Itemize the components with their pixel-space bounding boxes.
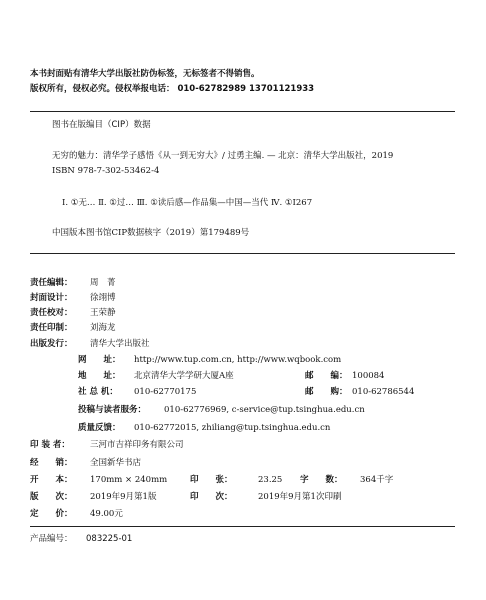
quality-feedback-value: 010-62772015, zhiliang@tup.tsinghua.edu.cn: [134, 423, 331, 433]
sheets-value: 23.25: [258, 475, 283, 485]
cip-isbn: ISBN 978-7-302-53462-4: [52, 166, 160, 176]
price-value: 49.00元: [90, 509, 123, 519]
printer-label: 印 装 者：: [30, 440, 70, 450]
top-divider: [30, 111, 455, 112]
zip-label: 邮 编：: [305, 371, 348, 381]
submission-label: 投稿与读者服务：: [78, 405, 147, 415]
word-count-label: 字 数：: [300, 475, 343, 485]
credit-label: 责任印制：: [30, 323, 73, 333]
product-code-value: 083225-01: [86, 534, 133, 544]
printer-value: 三河市吉祥印务有限公司: [90, 440, 184, 450]
credit-value: 徐翊博: [90, 293, 116, 303]
edition-label: 版 次：: [30, 492, 73, 502]
cip-title-line: 无穷的魅力：清华学子感悟《从一到无穷大》/ 过勇主编. — 北京：清华大学出版社，2019: [52, 151, 394, 161]
submission-value: 010-62776969, c-service@tup.tsinghua.edu.cn: [164, 405, 365, 415]
format-label: 开 本：: [30, 475, 73, 485]
word-count-value: 364千字: [360, 475, 394, 485]
middle-divider: [30, 253, 455, 254]
distributor-value: 全国新华书店: [90, 458, 142, 468]
copyright-notice: 版权所有，侵权必究。侵权举报电话： 010-62782989 13701121933: [30, 84, 315, 94]
credit-label: 封面设计：: [30, 293, 73, 303]
edition-value: 2019年9月第1版: [90, 492, 157, 502]
quality-feedback-label: 质量反馈：: [78, 423, 121, 433]
mail-order-label: 邮 购：: [305, 387, 348, 397]
anti-counterfeit-notice: 本书封面贴有清华大学出版社防伪标签，无标签者不得销售。: [30, 69, 260, 79]
website-label: 网 址：: [78, 355, 121, 365]
mail-order-value: 010-62786544: [352, 387, 415, 397]
credit-value: 刘海龙: [90, 323, 116, 333]
address-value: 北京清华大学学研大厦A座: [134, 371, 234, 381]
credit-label: 责任校对：: [30, 308, 73, 318]
price-label: 定 价：: [30, 509, 73, 519]
bottom-divider: [30, 526, 455, 527]
product-code-label: 产品编号：: [30, 534, 73, 544]
distributor-label: 经 销：: [30, 458, 73, 468]
credit-value: 王荣静: [90, 308, 116, 318]
cip-heading: 图书在版编目（CIP）数据: [52, 120, 151, 130]
sheets-label: 印 张：: [190, 475, 233, 485]
cip-classification: Ⅰ. ①无… Ⅱ. ①过… Ⅲ. ①读后感—作品集—中国—当代 Ⅳ. ①I267: [62, 198, 313, 208]
publisher-name: 清华大学出版社: [90, 339, 150, 349]
address-label: 地 址：: [78, 371, 121, 381]
publisher-label: 出版发行：: [30, 339, 73, 349]
switchboard-label: 社 总 机：: [78, 387, 118, 397]
format-value: 170mm × 240mm: [90, 475, 168, 485]
impression-value: 2019年9月第1次印刷: [258, 492, 342, 502]
credit-label: 责任编辑：: [30, 278, 73, 288]
cip-number: 中国版本图书馆CIP数据核字（2019）第179489号: [52, 228, 250, 238]
credit-value: 周 菁: [90, 278, 116, 288]
zip-value: 100084: [352, 371, 385, 381]
impression-label: 印 次：: [190, 492, 233, 502]
switchboard-value: 010-62770175: [134, 387, 197, 397]
website-value: http://www.tup.com.cn, http://www.wqbook.com: [134, 355, 342, 365]
